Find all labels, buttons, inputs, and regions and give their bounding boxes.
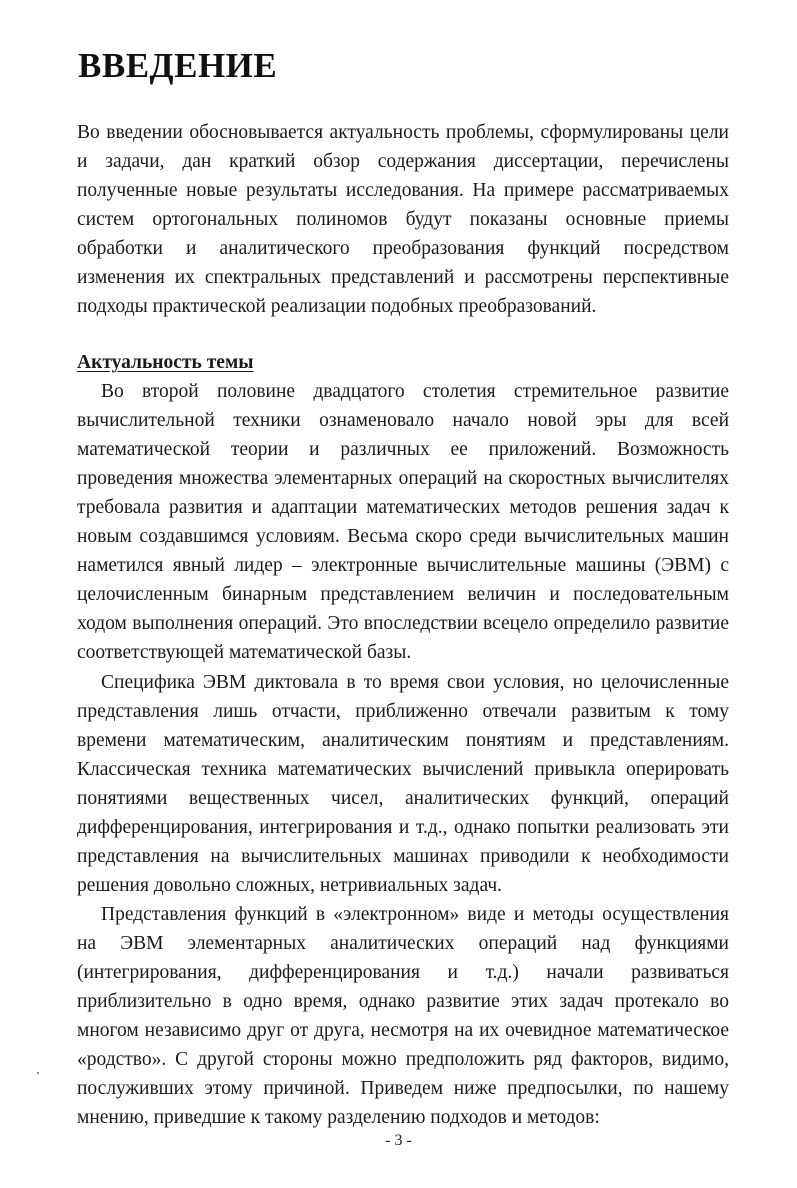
page-title: ВВЕДЕНИЕ [78,46,278,85]
scan-speck [37,1072,39,1074]
body-paragraph: Во второй половине двадцатого столетия стремительное развитие вычислительной техники ознаменовало начало новой эры для всей математической теории и различных ее приложений. Возможность проведения множества элементарных операций на скоростных вычислителях требовала развития и адаптации математических методов решения задач к новым создавшимся условиям. Весьма скоро среди вычислительных машин наметился явный лидер – электронные вычислительные машины (ЭВМ) с целочисленным бинарным представлением величин и последовательным ходом выполнения операций. Это впоследствии всецело определило развитие соответствующей математической базы. [77,381,729,663]
page-number: - 3 - [385,1132,412,1149]
intro-paragraph: Во введении обосновывается актуальность проблемы, сформулированы цели и задачи, дан краткий обзор содержания диссертации, перечислены полученные новые результаты исследования. На примере рассматриваемых систем ортогональных полиномов будут показаны основные приемы обработки и аналитического преобразования функций посредством изменения их спектральных представлений и рассмотрены перспективные подходы практической реализации подобных преобразований. [77,122,729,317]
section-heading: Актуальность темы [77,352,254,373]
body-paragraph: Представления функций в «электронном» виде и методы осуществления на ЭВМ элементарных аналитических операций над функциями (интегрирования, дифференцирования и т.д.) начали развиваться приблизительно в одно время, однако развитие этих задач протекало во многом независимо друг от друга, несмотря на их очевидное математическое «родство». С другой стороны можно предположить ряд факторов, видимо, послуживших этому причиной. Приведем ниже предпосылки, по нашему мнению, приведшие к такому разделению подходов и методов: [77,904,729,1128]
body-paragraph: Специфика ЭВМ диктовала в то время свои условия, но целочисленные представления лишь отчасти, приближенно отвечали развитым к тому времени математическим, аналитическим понятиям и представлениям. Классическая техника математических вычислений привыкла оперировать понятиями вещественных чисел, аналитических функций, операций дифференцирования, интегрирования и т.д., однако попытки реализовать эти представления на вычислительных машинах приводили к необходимости решения довольно сложных, нетривиальных задач. [77,672,729,896]
